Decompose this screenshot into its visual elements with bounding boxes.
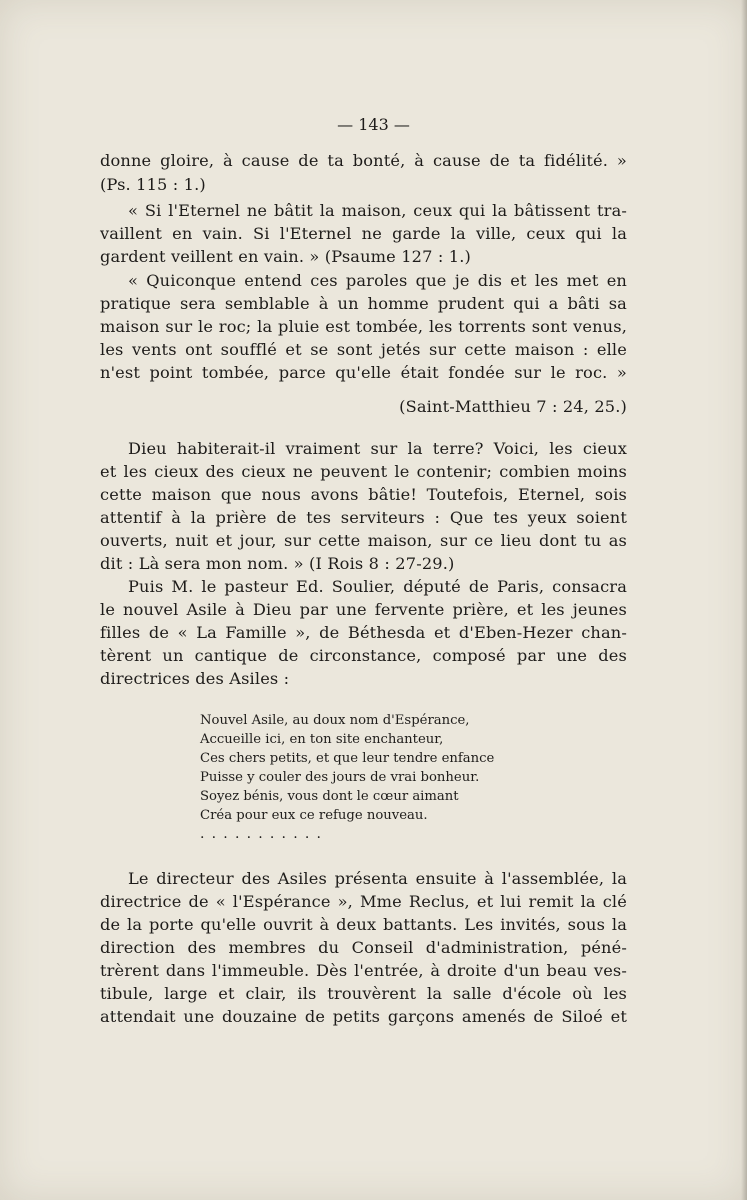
- text-line: pratique sera semblable à un homme prudent qui a bâti sa: [100, 294, 627, 313]
- text-line: directrice de « l'Espérance », Mme Reclus, et lui remit la clé: [100, 892, 627, 911]
- text-line: Dieu habiterait-il vraiment sur la terre? Voici, les cieux: [128, 439, 627, 458]
- text-line: attendait une douzaine de petits garçons amenés de Siloé et: [100, 1007, 627, 1026]
- text-line: Puis M. le pasteur Ed. Soulier, député de Paris, consacra: [128, 577, 627, 596]
- text-line: vaillent en vain. Si l'Eternel ne garde la ville, ceux qui la: [100, 224, 627, 243]
- text-line: tèrent un cantique de circonstance, composé par une des: [100, 646, 627, 665]
- verse-line: Puisse y couler des jours de vrai bonheur.: [200, 770, 480, 785]
- text-line: (Ps. 115 : 1.): [100, 175, 206, 194]
- text-line: ouverts, nuit et jour, sur cette maison, sur ce lieu dont tu as: [100, 531, 627, 550]
- verse-line: Ces chers petits, et que leur tendre enfance: [200, 751, 495, 766]
- text-line: directrices des Asiles :: [100, 669, 290, 688]
- text-line: n'est point tombée, parce qu'elle était fondée sur le roc. »: [100, 363, 627, 382]
- text-line: de la porte qu'elle ouvrit à deux battants. Les invités, sous la: [100, 915, 627, 934]
- page-edge-shadow: [741, 0, 747, 1200]
- text-line: et les cieux des cieux ne peuvent le contenir; combien moins: [100, 462, 627, 481]
- text-line: donne gloire, à cause de ta bonté, à cause de ta fidélité. »: [100, 151, 627, 170]
- text-line: le nouvel Asile à Dieu par une fervente prière, et les jeunes: [100, 600, 627, 619]
- text-line: maison sur le roc; la pluie est tombée, les torrents sont venus,: [100, 317, 627, 336]
- text-line: les vents ont soufflé et se sont jetés sur cette maison : elle: [100, 340, 627, 359]
- verse-line: Soyez bénis, vous dont le cœur aimant: [200, 789, 459, 804]
- text-line: gardent veillent en vain. » (Psaume 127 : 1.): [100, 247, 471, 266]
- verse-line: Nouvel Asile, au doux nom d'Espérance,: [200, 713, 470, 728]
- page-number: — 143 —: [337, 115, 410, 134]
- verse-line: Accueille ici, en ton site enchanteur,: [200, 732, 444, 747]
- text-line: « Quiconque entend ces paroles que je dis et les met en: [128, 271, 627, 290]
- text-line: Le directeur des Asiles présenta ensuite à l'assemblée, la: [128, 869, 627, 888]
- citation-line: (Saint-Matthieu 7 : 24, 25.): [399, 397, 627, 416]
- text-line: attentif à la prière de tes serviteurs : Que tes yeux soient: [100, 508, 627, 527]
- text-line: tibule, large et clair, ils trouvèrent la salle d'école où les: [100, 984, 627, 1003]
- ellipsis-dots: ...........: [200, 826, 329, 842]
- text-line: cette maison que nous avons bâtie! Toutefois, Eternel, sois: [100, 485, 627, 504]
- text-line: dit : Là sera mon nom. » (I Rois 8 : 27-29.): [100, 554, 455, 573]
- verse-line: Créa pour eux ce refuge nouveau.: [200, 808, 428, 823]
- text-line: « Si l'Eternel ne bâtit la maison, ceux qui la bâtissent tra-: [128, 201, 627, 220]
- text-line: filles de « La Famille », de Béthesda et d'Eben-Hezer chan-: [100, 623, 627, 642]
- text-line: direction des membres du Conseil d'administration, péné-: [100, 938, 627, 957]
- text-line: trèrent dans l'immeuble. Dès l'entrée, à droite d'un beau ves-: [100, 961, 627, 980]
